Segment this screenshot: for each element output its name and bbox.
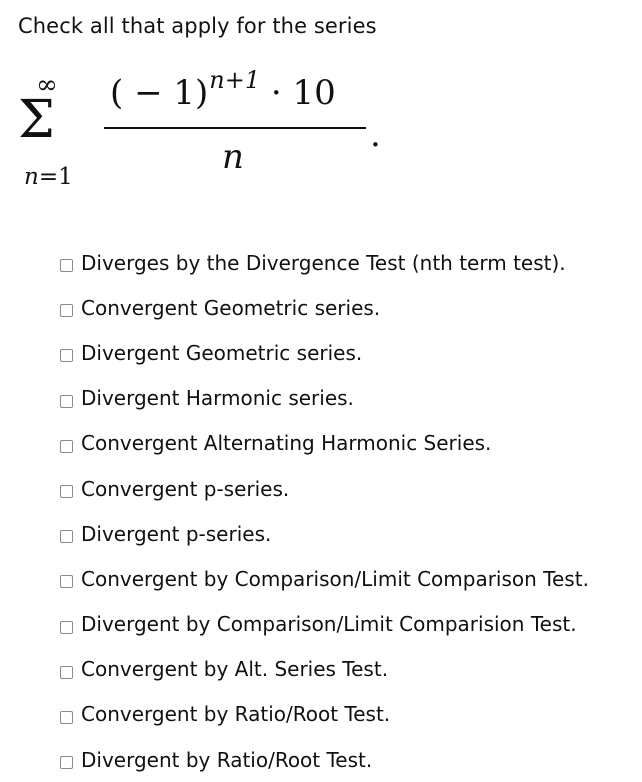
option-divergent-ratio-root[interactable] <box>60 737 589 782</box>
option-label: Convergent by Alt. Series Test. <box>81 657 389 682</box>
sum-index-variable: n <box>24 164 39 190</box>
checkbox[interactable] <box>60 530 73 543</box>
checkbox[interactable] <box>60 621 73 634</box>
fraction-numerator <box>110 66 336 113</box>
fraction-denominator <box>222 137 244 177</box>
option-label: Divergent by Ratio/Root Test. <box>81 747 373 772</box>
checkbox[interactable] <box>60 756 73 769</box>
answer-options-list <box>60 240 589 782</box>
option-convergent-alternating-harmonic[interactable] <box>60 421 589 466</box>
option-convergent-ratio-root[interactable] <box>60 692 589 737</box>
numerator-exponent: n+1 <box>209 66 261 94</box>
summation-symbol: Σ <box>18 90 55 150</box>
checkbox[interactable] <box>60 575 73 588</box>
sum-index-start: =1 <box>38 164 73 190</box>
fraction-bar <box>104 127 366 129</box>
option-convergent-comparison[interactable] <box>60 556 589 601</box>
numerator-factor: · 10 <box>260 73 336 113</box>
option-convergent-geometric[interactable] <box>60 285 589 330</box>
option-label: Divergent Harmonic series. <box>81 386 354 411</box>
option-label: Convergent by Comparison/Limit Comparison Test. <box>81 566 589 591</box>
formula-period: . <box>370 115 381 155</box>
option-divergent-geometric[interactable] <box>60 330 589 375</box>
checkbox[interactable] <box>60 711 73 724</box>
option-divergent-p-series[interactable] <box>60 511 589 556</box>
sum-lower-limit <box>24 166 73 189</box>
option-label: Convergent p-series. <box>81 476 290 501</box>
checkbox[interactable] <box>60 304 73 317</box>
checkbox[interactable] <box>60 440 73 453</box>
checkbox[interactable] <box>60 395 73 408</box>
checkbox[interactable] <box>60 485 73 498</box>
option-label: Diverges by the Divergence Test (nth term test). <box>81 250 566 275</box>
denominator-variable: n <box>222 137 244 177</box>
checkbox[interactable] <box>60 666 73 679</box>
option-convergent-p-series[interactable] <box>60 466 589 511</box>
option-label: Convergent by Ratio/Root Test. <box>81 702 391 727</box>
option-label: Convergent Alternating Harmonic Series. <box>81 431 492 456</box>
checkbox[interactable] <box>60 349 73 362</box>
question-prompt: Check all that apply for the series <box>18 14 377 38</box>
numerator-base: ( − 1) <box>110 73 209 113</box>
option-divergence-test[interactable] <box>60 240 589 285</box>
sum-upper-limit: ∞ <box>36 70 58 100</box>
option-label: Divergent Geometric series. <box>81 340 363 365</box>
checkbox[interactable] <box>60 259 73 272</box>
option-label: Divergent by Comparison/Limit Comparision Test. <box>81 612 577 637</box>
option-label: Convergent Geometric series. <box>81 295 381 320</box>
option-label: Divergent p-series. <box>81 521 272 546</box>
option-divergent-comparison[interactable] <box>60 602 589 647</box>
option-divergent-harmonic[interactable] <box>60 376 589 421</box>
option-convergent-alt-series[interactable] <box>60 647 589 692</box>
